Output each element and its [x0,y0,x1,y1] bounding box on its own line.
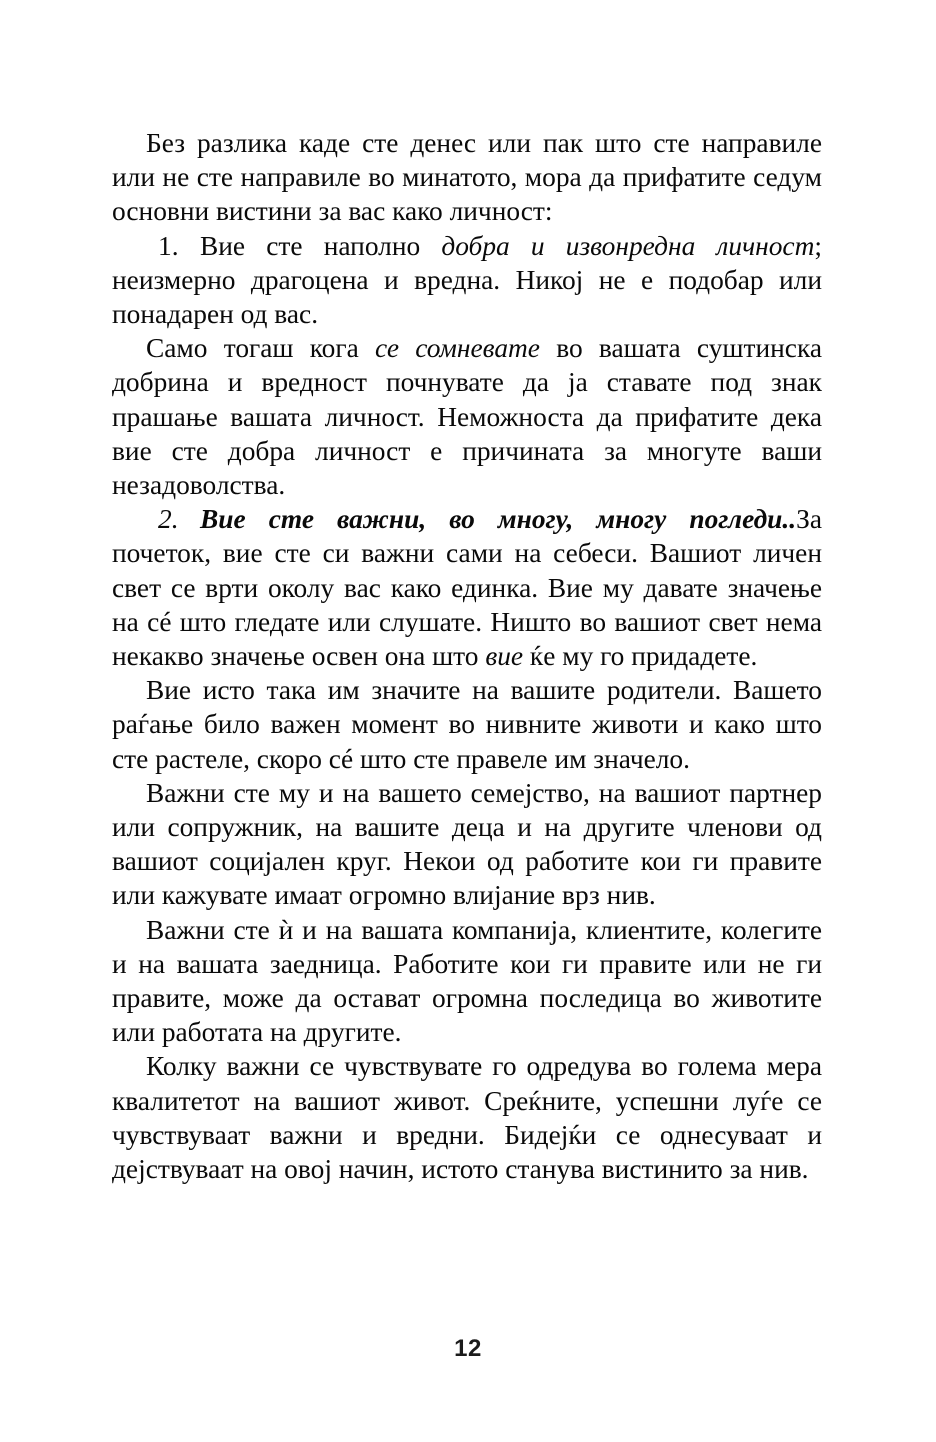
item-2-paragraph-4: Колку важни се чувствувате го одредува во голема мера квалитетот на вашиот живот. Среќните, успешни луѓе се чувствуваат важни и вредни. Бидејќи се однесуваат и дејствуваат на овој начин, истото станува вистинито за нив. [112,1051,822,1185]
text-column [112,126,822,1186]
list-item-2-lead-plain-tail: ќе му го придадете. [523,641,758,672]
item-1-paragraph-1-plain-after: во вашата суштинска добрина и вредност почнувате да ја ставате под знак прашање вашата личност. Неможноста да прифатите дека вие сте добра личност е причината за многуте ваши незадоволства. [112,333,822,501]
list-item-2-heading: Вие сте важни, во многу, многу погледи.. [200,504,797,535]
page-number: 12 [454,1335,482,1362]
list-item-2 [112,502,822,673]
list-item-1 [112,229,822,332]
list-item-1-lead-plain-before: Вие сте наполно [200,230,442,261]
list-item-1-emphasis: добра и извонредна личност [441,230,815,261]
item-2-paragraph-1: Вие исто така им значите на вашите родители. Вашето раѓање било важен момент во нивните животи и како што сте растеле, скоро сé што сте правеле им значело. [112,675,822,774]
item-2-paragraph-2: Важни сте му и на вашето семејство, на вашиот партнер или сопружник, на вашите деца и на другите членови од вашиот социјален круг. Некои од работите кои ги правите или кажувате имаат огромно влијание врз нив. [112,777,822,911]
list-item-2-lead-plain-after: За почеток, вие сте си важни сами на себеси. Вашиот личен свет се врти околу вас како единка. Вие му давате значење на сé што гледате или слушате. Ништо во вашиот свет нема некакво значење освен она што [112,504,822,672]
intro-paragraph: Без разлика каде сте денес или пак што сте направиле или не сте направиле во минатото, мора да прифатите седум основни вистини за вас како личност: [112,128,822,227]
item-1-paragraph-1-emphasis: се сомневате [375,333,540,364]
list-item-1-number: 1. [158,230,179,261]
list-item-1-lead-plain-after: ; неизмерно драгоцена и вредна. Никој не е подобар или понадарен од вас. [112,230,822,330]
item-1-paragraph-1-plain-before: Само тогаш кога [146,333,376,364]
list-item-2-number: 2. [158,504,179,535]
item-2-paragraph-3: Важни сте ѝ и на вашата компанија, клиентите, колегите и на вашата заедница. Работите кои ги правите или не ги правите, може да остават огромна последица во животите или работата на другите. [112,914,822,1048]
item-1-paragraph-1 [112,331,822,502]
list-item-2-emphasis: вие [485,641,524,672]
